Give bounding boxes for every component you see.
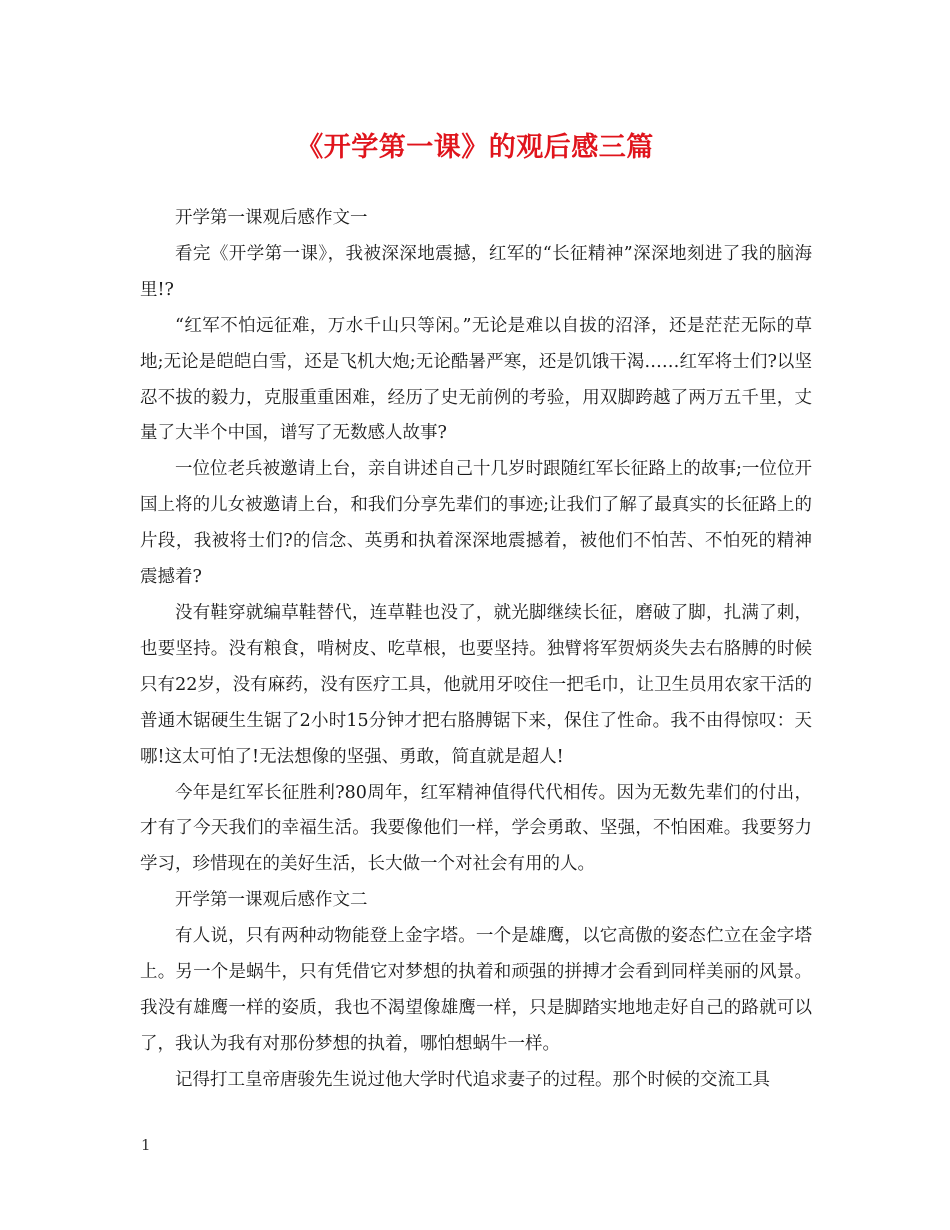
paragraph: 今年是红军长征胜利?80周年，红军精神值得代代相传。因为无数先辈们的付出，才有了今天我们的幸福生活。我要像他们一样，学会勇敢、坚强，不怕困难。我要努力学习，珍惜现在的美好生活，长大做一个对社会有用的人。 bbox=[140, 782, 812, 875]
paragraph: “红军不怕远征难，万水千山只等闲。”无论是难以自拔的沼泽，还是茫茫无际的草地;无论是皑皑白雪，还是飞机大炮;无论酷暑严寒，还是饥饿干渴……红军将士们?以坚忍不拔的毅力，克服重重困难，经历了史无前例的考验，用双脚跨越了两万五千里，丈量了大半个中国，谱写了无数感人故事? bbox=[140, 315, 812, 444]
paragraph: 记得打工皇帝唐骏先生说过他大学时代追求妻子的过程。那个时候的交流工具 bbox=[175, 1069, 770, 1090]
paragraph: 没有鞋穿就编草鞋替代，连草鞋也没了，就光脚继续长征，磨破了脚，扎满了刺，也要坚持。没有粮食，啃树皮、吃草根，也要坚持。独臂将军贺炳炎失去右胳膊的时候只有22岁，没有麻药，没有医疗工具，他就用牙咬住一把毛巾，让卫生员用农家干活的普通木锯硬生生锯了2小时15分钟才把右胳膊锯下来，保住了性命。我不由得惊叹：天哪!这太可怕了!无法想像的坚强、勇敢，简直就是超人! bbox=[140, 602, 812, 767]
paragraph: 有人说，只有两种动物能登上金字塔。一个是雄鹰，以它高傲的姿态伫立在金字塔上。另一个是蜗牛，只有凭借它对梦想的执着和顽强的拼搏才会看到同样美丽的风景。我没有雄鹰一样的姿质，我也不渴望像雄鹰一样，只是脚踏实地地走好自己的路就可以了，我认为我有对那份梦想的执着，哪怕想蜗牛一样。 bbox=[140, 926, 812, 1054]
section-heading-essay-two: 开学第一课观后感作文二 bbox=[175, 890, 368, 911]
page-number: 1 bbox=[141, 1136, 151, 1154]
document-body bbox=[140, 201, 812, 1099]
document-title: 《开学第一课》的观后感三篇 bbox=[296, 132, 654, 163]
paragraph: 一位位老兵被邀请上台，亲自讲述自己十几岁时跟随红军长征路上的故事;一位位开国上将的儿女被邀请上台，和我们分享先辈们的事迹;让我们了解了最真实的长征路上的片段，我被将士们?的信念、英勇和执着深深地震撼着，被他们不怕苦、不怕死的精神震撼着? bbox=[140, 459, 812, 588]
section-heading-essay-one: 开学第一课观后感作文一 bbox=[175, 208, 368, 228]
paragraph: 看完《开学第一课》，我被深深地震撼，红军的“长征精神”深深地刻进了我的脑海里!? bbox=[140, 243, 812, 300]
